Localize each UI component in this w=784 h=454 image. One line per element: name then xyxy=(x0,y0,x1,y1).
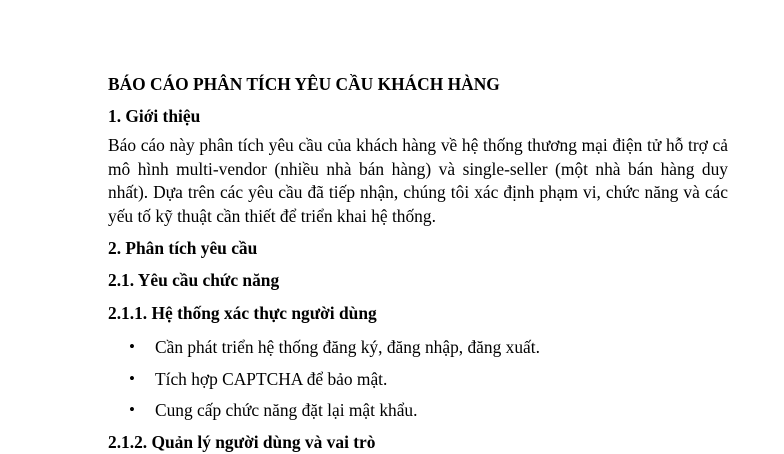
section-2-1-2-heading-clipped xyxy=(108,430,668,452)
bullet-icon: • xyxy=(129,400,135,419)
list-item-text: Cần phát triển hệ thống đăng ký, đăng nhập, đăng xuất. xyxy=(155,337,540,357)
section-1-heading: 1. Giới thiệu xyxy=(108,106,201,126)
section-2-1-2-heading: 2.1.2. Quản lý người dùng và vai trò xyxy=(108,432,376,452)
bullet-icon: • xyxy=(129,337,135,356)
bullet-icon: • xyxy=(129,369,135,388)
introduction-paragraph: Báo cáo này phân tích yêu cầu của khách hàng về hệ thống thương mại điện tử hỗ trợ cả mô hình multi-vendor (nhiều nhà bán hàng) và single-seller (một nhà bán hàng duy nhất). Dựa trên các yêu cầu đã tiếp nhận, chúng tôi xác định phạm vi, chức năng và các yếu tố kỹ thuật cần thiết để triển khai hệ thống. xyxy=(108,135,728,226)
section-2-heading: 2. Phân tích yêu cầu xyxy=(108,238,258,258)
section-2-1-1-heading: 2.1.1. Hệ thống xác thực người dùng xyxy=(108,303,377,323)
list-item-text: Cung cấp chức năng đặt lại mật khẩu. xyxy=(155,400,418,420)
list-item-text: Tích hợp CAPTCHA để bảo mật. xyxy=(155,369,388,389)
document-title: BÁO CÁO PHÂN TÍCH YÊU CẦU KHÁCH HÀNG xyxy=(108,74,500,94)
section-2-1-heading: 2.1. Yêu cầu chức năng xyxy=(108,270,280,290)
